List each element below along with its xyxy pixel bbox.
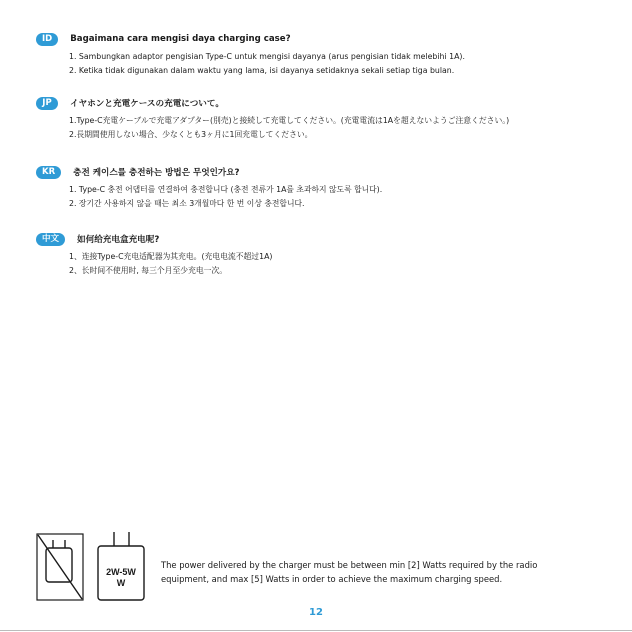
charger-power-notice [161,558,611,586]
language-badge-jp: JP [36,97,58,110]
notice-line: The power delivered by the charger must be between min [2] Watts required by the radio [161,560,538,570]
bottom-divider [0,630,632,631]
instruction-list [69,50,612,77]
section-kr [36,165,612,210]
instruction-line: 2、长时间不使用时, 每三个月至少充电一次。 [69,265,228,275]
charger-wattage-unit: W [116,578,126,588]
charger-icons-svg [36,528,146,608]
section-cn [36,232,612,277]
section-header [36,32,612,46]
language-badge-cn: 中文 [36,233,65,246]
instruction-list [69,183,612,210]
no-charger-included-icon [37,534,83,600]
section-id [36,32,612,77]
section-title: Bagaimana cara mengisi daya charging case? [70,34,291,44]
charger-icons [36,528,146,612]
section-jp [36,96,612,141]
language-badge-id: ID [36,33,58,46]
language-badge-kr: KR [36,166,61,179]
page-number: 12 [309,607,323,618]
instruction-line: 2. Ketika tidak digunakan dalam waktu yang lama, isi dayanya setidaknya sekali setiap tiga bulan. [69,65,455,75]
instruction-list [69,250,612,277]
section-header [36,165,612,179]
section-header [36,232,612,246]
section-header [36,96,612,110]
instruction-line: 1. Type-C 충전 어댑터를 연결하여 충전합니다 (충전 전류가 1A를 초과하지 않도록 합니다). [69,185,383,194]
instruction-line: 1、连接Type-C充电适配器为其充电。(充电电流不超过1A) [69,252,273,261]
instruction-line: 2. 장기간 사용하지 않을 때는 최소 3개월마다 한 번 이상 충전합니다. [69,198,305,208]
section-title: 如何给充电盒充电呢? [77,235,160,245]
charger-wattage-label: 2W-5W [106,567,136,577]
instruction-line: 1.Type-C充電ケーブルで充電アダプター(別売)と接続して充電してください。(充電電流は1Aを超えないようご注意ください。) [69,116,510,125]
charger-wattage-icon [98,532,144,600]
section-title: 충전 케이스를 충전하는 방법은 무엇인가요? [73,168,240,178]
notice-line: equipment, and max [5] Watts in order to achieve the maximum charging speed. [161,574,503,584]
section-title: イヤホンと充電ケースの充電について。 [70,99,224,109]
instruction-line: 1. Sambungkan adaptor pengisian Type-C untuk mengisi dayanya (arus pengisian tidak melebihi 1A). [69,52,465,61]
instruction-list [69,114,612,141]
instruction-line: 2.長期間使用しない場合、少なくとも3ヶ月に1回充電してください。 [69,129,313,139]
